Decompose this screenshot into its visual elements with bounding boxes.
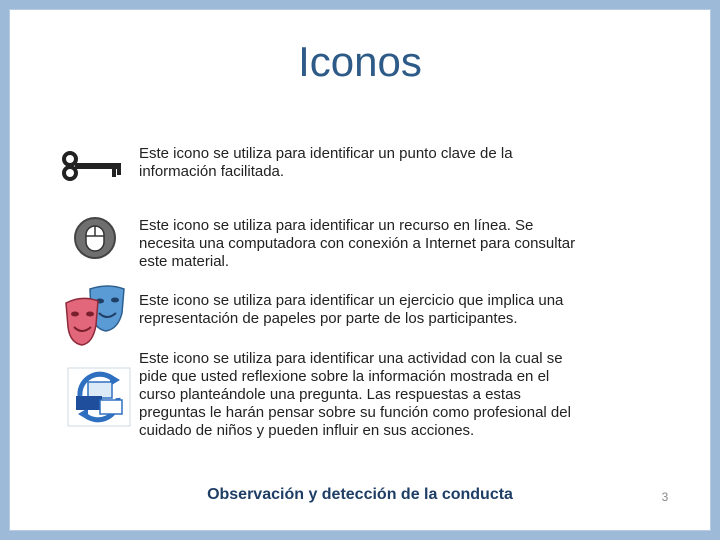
item-description-key: Este icono se utiliza para identificar un punto clave de la información facilitada.: [139, 145, 513, 180]
item-description-masks: Este icono se utiliza para identificar un ejercicio que implica una representación de papeles por parte de los participantes.: [139, 292, 564, 327]
item-description-reflection: Este icono se utiliza para identificar una actividad con la cual se pide que usted reflexione sobre la información mostrada en el curso planteándole una pregunta. Las respuestas a estas preguntas le harán pensar sobre su función como profesional del cuidado de niños y pueden influir en sus acciones.: [139, 350, 571, 439]
item-description-mouse: Este icono se utiliza para identificar un recurso en línea. Se necesita una computadora con conexión a Internet para consultar este material.: [139, 217, 576, 270]
key-icon: [60, 148, 126, 184]
page-number: 3: [661, 490, 669, 504]
reflection-cycle-icon: [66, 366, 132, 428]
page-title: Iconos: [298, 38, 422, 85]
footer-title: Observación y detección de la conducta: [207, 486, 513, 503]
theater-masks-icon: [64, 283, 130, 349]
computer-mouse-icon: [73, 216, 117, 260]
